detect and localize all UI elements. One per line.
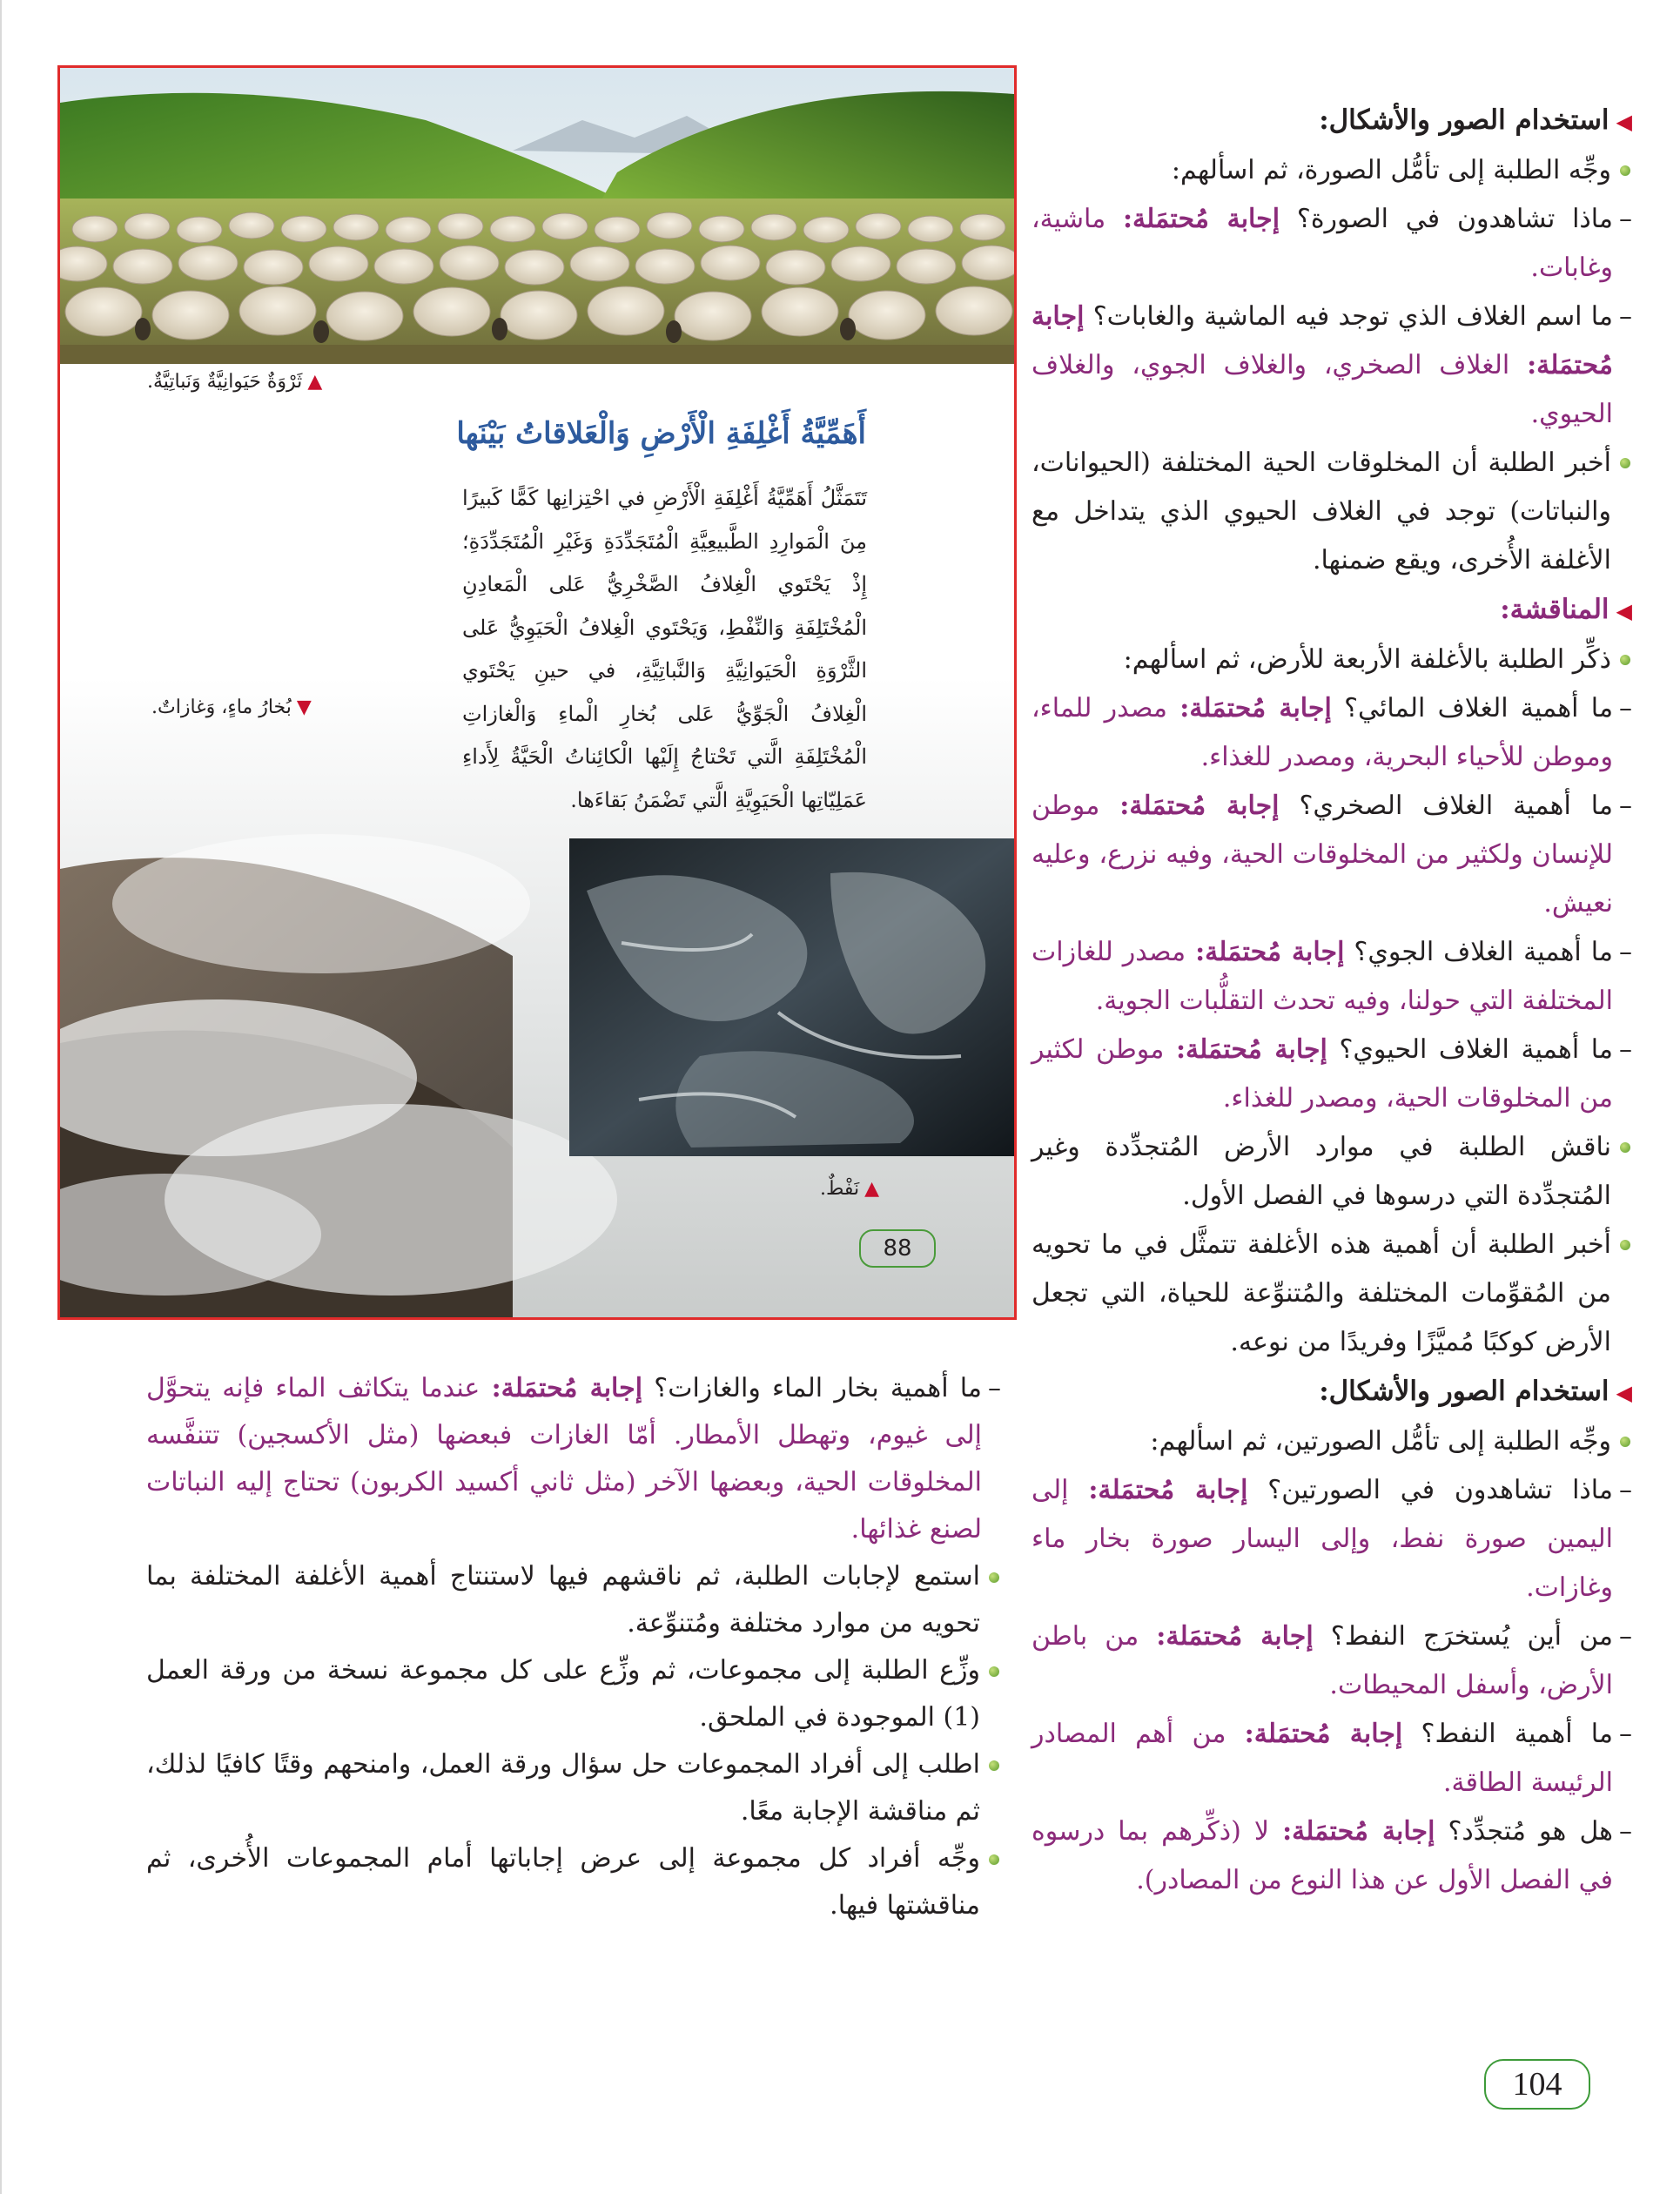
page-number: 104 (1484, 2059, 1590, 2110)
student-book-page (57, 65, 1017, 1320)
triangle-up-icon: ▲ (864, 1178, 880, 1200)
bullet-item: أخبر الطلبة أن المخلوقات الحية المختلفة (الحيوانات، والنباتات) توجد في الغلاف الحيوي الذي يتداخل مع الأغلفة الأُخرى، ويقع ضمنها. (1032, 439, 1632, 585)
question-item: – ما أهمية الغلاف الجوي؟ إجابة مُحتمَلة: مصدر للغازات المختلفة التي حولنا، وفيه تحدث التقلُّبات الجوية. (1032, 928, 1632, 1026)
question-item: – ما اسم الغلاف الذي توجد فيه الماشية والغابات؟ إجابة مُحتمَلة: الغلاف الصخري، والغلاف الجوي، والغلاف الحيوي. (1032, 293, 1632, 439)
question-item: – ماذا تشاهدون في الصورة؟ إجابة مُحتمَلة: ماشية، وغابات. (1032, 195, 1632, 293)
triangle-down-icon: ▼ (296, 697, 312, 718)
question-item: – هل هو مُتجدِّد؟ إجابة مُحتمَلة: لا (ذكِّرهم بما درسوه في الفصل الأول عن هذا النوع من المصادر). (1032, 1807, 1632, 1905)
bullet-item: وجِّه أفراد كل مجموعة إلى عرض إجاباتها أمام المجموعات الأُخرى، ثم مناقشتها فيها. (146, 1835, 1001, 1929)
question-item: – ماذا تشاهدون في الصورتين؟ إجابة مُحتمَلة: إلى اليمين صورة نفط، وإلى اليسار صورة بخار ماء وغازات. (1032, 1466, 1632, 1612)
bullet-item: وجِّه الطلبة إلى تأمُّل الصورة، ثم اسألهم: (1032, 146, 1632, 195)
teacher-notes-right (1032, 96, 1632, 1905)
section-heading-images-2: ◀استخدام الصور والأشكال: (1319, 1376, 1632, 1407)
question-item: – ما أهمية النفط؟ إجابة مُحتمَلة: من أهم المصادر الرئيسة الطاقة. (1032, 1710, 1632, 1807)
triangle-up-icon: ▲ (307, 371, 323, 393)
section-heading-images: ◀استخدام الصور والأشكال: (1319, 104, 1632, 136)
book-lesson-title: أَهَمِّيَّةُ أَغْلِفَةِ الْأَرْضِ وَالْعَلاقاتُ بَيْنَها (456, 416, 866, 451)
bullet-item: ذكِّر الطلبة بالأغلفة الأربعة للأرض، ثم اسألهم: (1032, 636, 1632, 684)
bullet-item: وزِّع الطلبة إلى مجموعات، ثم وزِّع على كل مجموعة نسخة من ورقة العمل (1) الموجودة في الملحق. (146, 1647, 1001, 1741)
book-body-text: تَتَمَثَّلُ أَهَمِّيَّةُ أَغْلِفَةِ الْأَرْضِ في احْتِزانِها كَمًّا كَبيرًا مِنَ الْمَوارِدِ الطَّبيعِيَّةِ الْمُتَجَدِّدَةِ وَغَيْرِ الْمُتَجَدِّدَةِ؛ إِذْ يَحْتَوي الْغِلافُ الصَّخْرِيُّ عَلى الْمَعادِنِ الْمُخْتَلِفَةِ وَالنِّفْطِ، وَيَحْتَوي الْغِلافُ الْحَيَوِيُّ عَلى الثَّرْوَةِ الْحَيَوانِيَّةِ وَالنَّباتِيَّةِ، في حينِ يَحْتَوي الْغِلافُ الْجَوِّيُّ عَلى بُخارِ الْماءِ وَالْغازاتِ الْمُخْتَلِفَةِ الَّتي تَحْتاجُ إِلَيْها الْكائِناتُ الْحَيَّةُ لِأَداءِ عَمَلِيّاتِها الْحَيَوِيَّةِ الَّتي تَضْمَنُ بَقاءَها. (462, 486, 867, 812)
question-item: – ما أهمية بخار الماء والغازات؟ إجابة مُحتمَلة: عندما يتكاثف الماء فإنه يتحوَّل إلى غيوم، وتهطل الأمطار. أمّا الغازات فبعضها (مثل الأكسجين) تتنفَّسه المخلوقات الحية، وبعضها الآخر (مثل ثاني أكسيد الكربون) تحتاج إليه النباتات لصنع غذائها. (146, 1365, 1001, 1553)
oil-surface-illustration (569, 838, 1014, 1156)
triangle-icon: ◀ (1616, 109, 1632, 134)
caption-oil: ▲نَفْطٌ. (820, 1178, 880, 1200)
bullet-item: استمع لإجابات الطلبة، ثم ناقشهم فيها لاستنتاج أهمية الأغلفة المختلفة بما تحويه من موارد مختلفة ومُتنوِّعة. (146, 1553, 1001, 1647)
caption-animals: ▲ثَرْوَةٌ حَيَوانِيَّةٌ وَنَباتِيَّةٌ. (147, 371, 323, 393)
book-page-number: 88 (859, 1229, 936, 1268)
bullet-item: وجِّه الطلبة إلى تأمُّل الصورتين، ثم اسألهم: (1032, 1417, 1632, 1466)
triangle-icon: ◀ (1616, 1380, 1632, 1405)
question-item: – من أين يُستخرَج النفط؟ إجابة مُحتمَلة: من باطن الأرض، وأسفل المحيطات. (1032, 1612, 1632, 1710)
page-edge-rule (0, 0, 2, 2194)
question-item: – ما أهمية الغلاف المائي؟ إجابة مُحتمَلة: مصدر للماء، وموطن للأحياء البحرية، ومصدر للغذاء. (1032, 684, 1632, 782)
sheep-herd-photo (60, 68, 1014, 364)
triangle-icon: ◀ (1616, 598, 1632, 623)
question-item: – ما أهمية الغلاف الحيوي؟ إجابة مُحتمَلة: موطن لكثير من المخلوقات الحية، ومصدر للغذاء. (1032, 1026, 1632, 1123)
caption-vapor: ▼بُخارُ ماءٍ، وَغازاتٌ. (151, 697, 312, 718)
teacher-notes-left (146, 1365, 1001, 1929)
section-heading-discussion: ◀المناقشة: (1500, 594, 1632, 625)
question-item: – ما أهمية الغلاف الصخري؟ إجابة مُحتمَلة: موطن للإنسان ولكثير من المخلوقات الحية، وفيه نزرع، وعليه نعيش. (1032, 782, 1632, 928)
bullet-item: ناقش الطلبة في موارد الأرض المُتجدِّدة وغير المُتجدِّدة التي درسوها في الفصل الأول. (1032, 1123, 1632, 1221)
crude-oil-photo (569, 838, 1014, 1156)
sheep-landscape-illustration (60, 68, 1014, 364)
bullet-item: اطلب إلى أفراد المجموعات حل سؤال ورقة العمل، وامنحهم وقتًا كافيًا لذلك، ثم مناقشة الإجابة معًا. (146, 1741, 1001, 1835)
bullet-item: أخبر الطلبة أن أهمية هذه الأغلفة تتمثَّل في ما تحويه من المُقوِّمات المختلفة والمُتنوِّعة للحياة، التي تجعل الأرض كوكبًا مُميَّزًا وفريدًا من نوعه. (1032, 1221, 1632, 1367)
